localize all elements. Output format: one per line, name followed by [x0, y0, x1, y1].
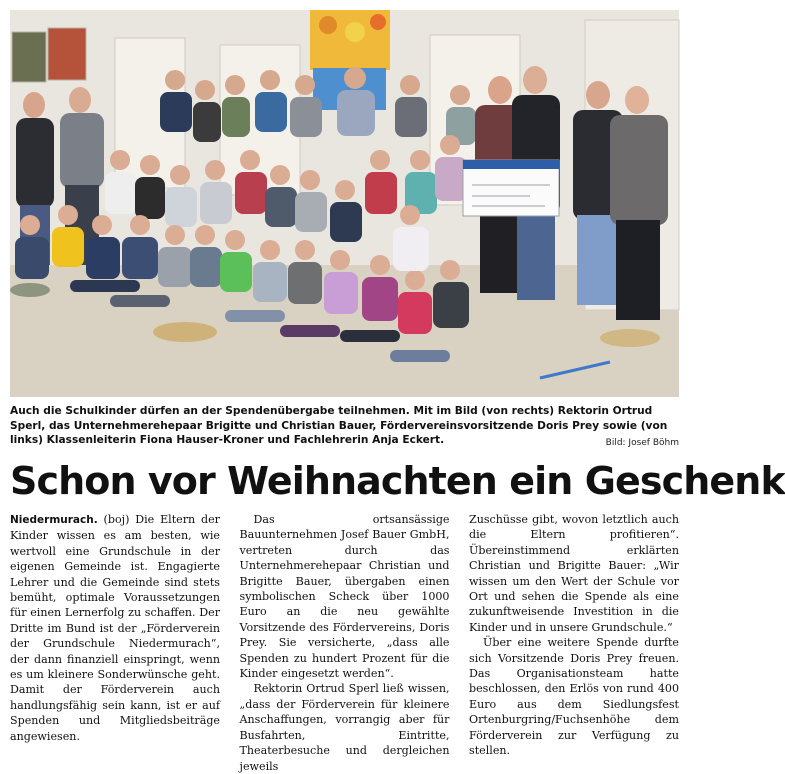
article-paragraph: Das ortsansässige Bauunternehmen Josef Bauer GmbH, vertreten durch das Unternehmerehepaar Christian und Brigitte Bauer, übergaben einen symbolischen Scheck über 1000 Euro an die neu gewählte Vorsitzende des Fördervereins, Doris Prey. Sie versicherte, „dass alle Spenden zu hundert Prozent für die Kinder eingesetzt werden“.	[239, 513, 450, 681]
article-paragraph: Zuschüsse gibt, wovon letztlich auch die Eltern profitieren“. Übereinstimmend erklärten Christian und Brigitte Bauer: „Wir wissen um den Wert der Schule vor Ort und sehen die Spende als eine zukunftweisende Investition in die Kinder und in unsere Grundschule.“	[469, 513, 679, 634]
photo-caption: Auch die Schulkinder dürfen an der Spendenübergabe teilnehmen. Mit im Bild (von rechts) Rektorin Ortrud Sperl, das Unternehmerehepaar Brigitte und Christian Bauer, Fördervereinsvorsitzende Doris Prey sowie (von links) Klassenleiterin Fiona Hauser-Kroner und Fachlehrerin Anja Eckert.	[10, 405, 668, 446]
article-paragraph: Über eine weitere Spende durfte sich Vorsitzende Doris Prey freuen. Das Organisationsteam hatte beschlossen, den Erlös von rund 400 Euro aus dem Siedlungsfest Ortenburgring/Fuchsenhöhe dem Förderverein zur Verfügung zu stellen.	[469, 636, 679, 758]
article-paragraph	[10, 512, 220, 744]
article-column-3	[469, 512, 679, 758]
article-headline: Schon vor Weihnachten ein Geschenk	[10, 459, 785, 503]
article-body	[10, 512, 679, 773]
dateline: Niedermurach.	[10, 514, 98, 526]
group-photo-illustration	[10, 10, 679, 397]
article-column-1	[10, 512, 220, 744]
paragraph-text: (boj) Die Eltern der Kinder wissen es am besten, wie wertvoll eine Grundschule in der eigenen Gemeinde ist. Engagierte Lehrer und die Gemeinde sind stets bemüht, optimale Voraussetzungen für einen Lernerfolg zu schaffen. Der Dritte im Bund ist der „Förderverein der Grundschule Niedermurach“, der dann finanziell einspringt, wenn es um kleinere Sonderwünsche geht. Damit der Förderverein auch handlungsfähig sein kann, ist er auf Spenden und Mitgliedsbeiträge angewiesen.	[10, 513, 220, 743]
article-column-2	[239, 512, 450, 773]
photo-credit: Bild: Josef Böhm	[605, 438, 679, 448]
article-paragraph: Rektorin Ortrud Sperl ließ wissen, „dass der Förderverein für kleinere Anschaffungen, vorrangig aber für Busfahrten, Eintritte, Theaterbesuche und dergleichen jeweils	[239, 682, 450, 773]
group-photo	[10, 10, 679, 397]
